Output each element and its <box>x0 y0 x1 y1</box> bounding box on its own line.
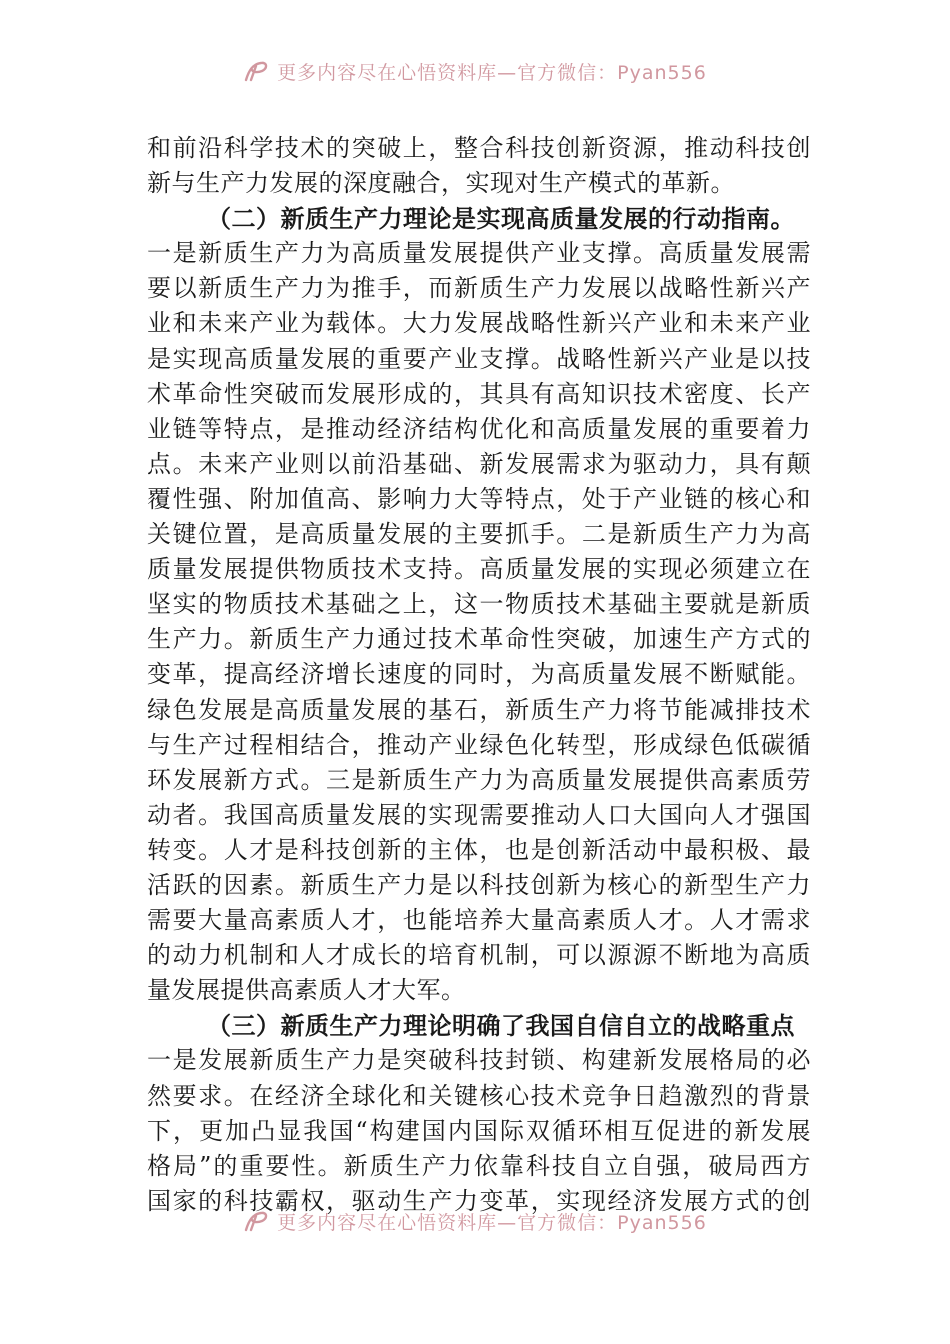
text-line: 绿色发展是高质量发展的基石，新质生产力将节能减排技术 <box>147 695 811 724</box>
text-line: 点。未来产业则以前沿基础、新发展需求为驱动力，具有颠 <box>147 449 811 478</box>
text-line: 动者。我国高质量发展的实现需要推动人口大国向人才强国 <box>147 800 811 829</box>
text-line: 生产力。新质生产力通过技术革命性突破，加速生产方式的 <box>147 625 811 654</box>
watermark-header <box>0 56 950 86</box>
text-line: 与生产过程相结合，推动产业绿色化转型，形成绿色低碳循 <box>147 730 811 759</box>
text-line: 坚实的物质技术基础之上，这一物质技术基础主要就是新质 <box>147 590 811 619</box>
text-line: 转变。人才是科技创新的主体，也是创新活动中最积极、最 <box>147 835 811 864</box>
text-line: 然要求。在经济全球化和关键核心技术竞争日趋激烈的背景 <box>147 1081 811 1110</box>
text-line: 业链等特点，是推动经济结构优化和高质量发展的重要着力 <box>147 414 811 443</box>
document-body <box>147 131 811 1219</box>
text-line: 和前沿科学技术的突破上，整合科技创新资源，推动科技创 <box>147 134 811 162</box>
text-line: 的动力机制和人才成长的培育机制，可以源源不断地为高质 <box>147 941 811 970</box>
text-line: 需要大量高素质人才，也能培养大量高素质人才。人才需求 <box>147 906 811 935</box>
text-line: 关键位置，是高质量发展的主要抓手。二是新质生产力为高 <box>147 520 811 549</box>
watermark-text: 更多内容尽在心悟资料库—官方微信：Pyan556 <box>277 1211 707 1234</box>
stylized-p-logo-icon <box>243 1210 269 1232</box>
watermark-text: 更多内容尽在心悟资料库—官方微信：Pyan556 <box>277 61 707 84</box>
text-line: 新与生产力发展的深度融合，实现对生产模式的革新。 <box>147 169 735 198</box>
text-line: 下，更加凸显我国“构建国内国际双循环相互促进的新发展 <box>147 1116 811 1145</box>
text-line: 要以新质生产力为推手，而新质生产力发展以战略性新兴产 <box>147 274 811 303</box>
section-heading: （三）新质生产力理论明确了我国自信自立的战略重点 <box>207 1011 795 1041</box>
text-line: 一是发展新质生产力是突破科技封锁、构建新发展格局的必 <box>147 1046 811 1075</box>
text-line: 环发展新方式。三是新质生产力为高质量发展提供高素质劳 <box>147 765 811 794</box>
text-line: 活跃的因素。新质生产力是以科技创新为核心的新型生产力 <box>147 870 811 899</box>
section-heading: （二）新质生产力理论是实现高质量发展的行动指南。 <box>207 204 795 234</box>
text-line: 覆性强、附加值高、影响力大等特点，处于产业链的核心和 <box>147 484 811 513</box>
text-line: 一是新质生产力为高质量发展提供产业支撑。高质量发展需 <box>147 239 811 268</box>
text-line: 术革命性突破而发展形成的，其具有高知识技术密度、长产 <box>147 379 811 408</box>
text-line: 格局”的重要性。新质生产力依靠科技自立自强，破局西方 <box>147 1151 811 1180</box>
text-line: 业和未来产业为载体。大力发展战略性新兴产业和未来产业 <box>147 309 811 338</box>
stylized-p-logo-icon <box>243 60 269 82</box>
text-line: 变革，提高经济增长速度的同时，为高质量发展不断赋能。 <box>147 660 811 689</box>
text-line: 量发展提供高素质人才大军。 <box>147 976 466 1005</box>
text-line: 质量发展提供物质技术支持。高质量发展的实现必须建立在 <box>147 555 811 584</box>
text-line: 国家的科技霸权，驱动生产力变革，实现经济发展方式的创 <box>147 1186 811 1215</box>
watermark-footer <box>0 1206 950 1236</box>
text-line: 是实现高质量发展的重要产业支撑。战略性新兴产业是以技 <box>147 344 811 373</box>
